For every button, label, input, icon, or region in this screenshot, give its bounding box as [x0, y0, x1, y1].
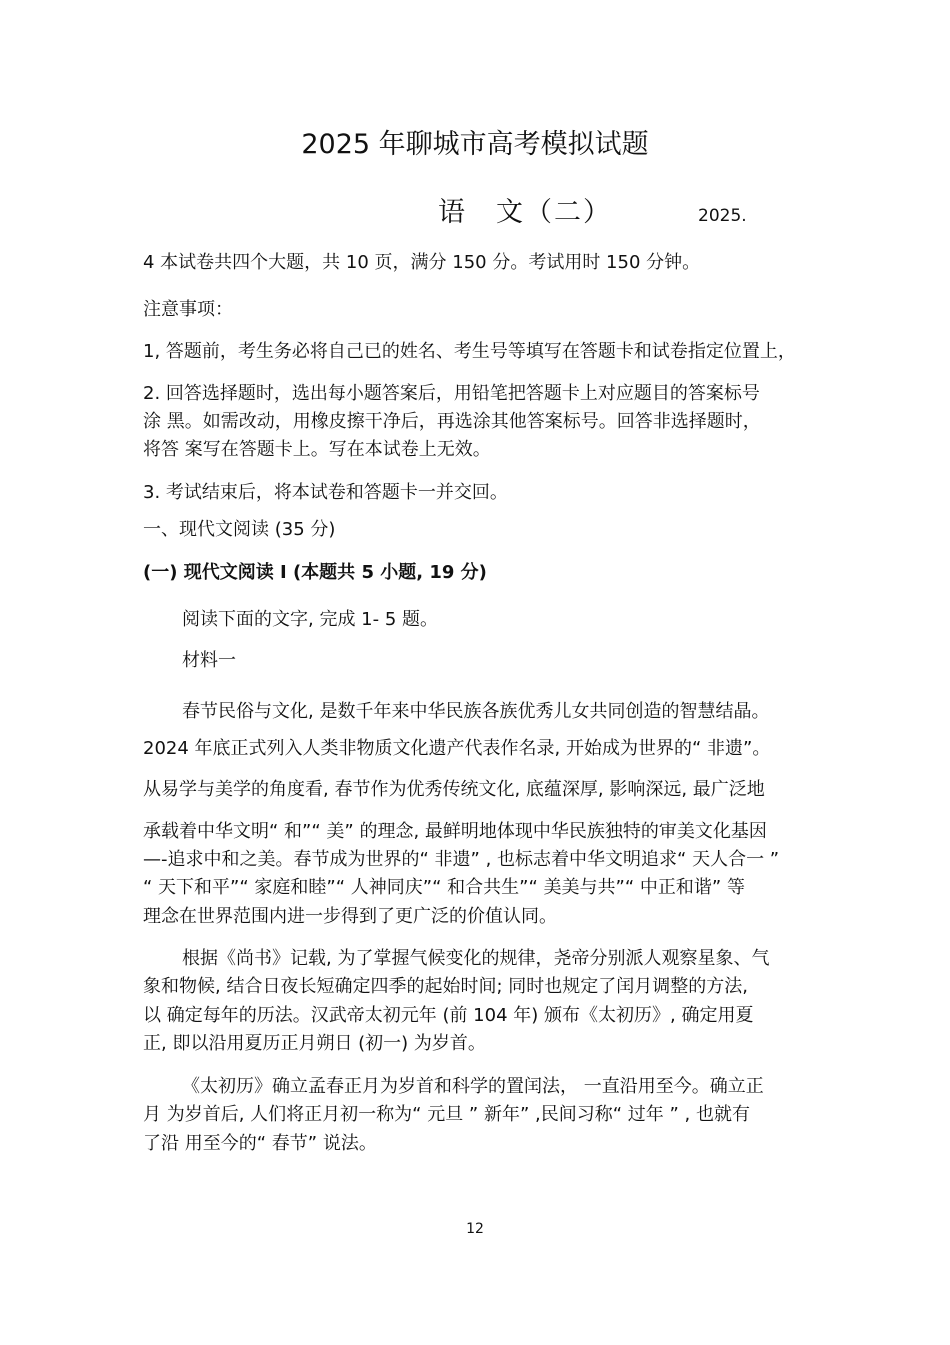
material-label: 材料一: [182, 650, 236, 671]
passage-p1-line-7: 理念在世界范围内进一步得到了更广泛的价值认同。: [143, 906, 557, 927]
exam-subject: 语 文（二）: [438, 197, 612, 228]
notice-item-2-line-3: 将答 案写在答题卡上。写在本试卷上无效。: [143, 439, 491, 460]
notice-item-2-line-1: 2. 回答选择题时，选出每小题答案后，用铅笔把答题卡上对应题目的答案标号: [143, 383, 760, 404]
passage-p3-line-2: 月 为岁首后, 人们将正月初一称为“ 元旦 ” 新年” ,民间习称“ 过年 ” , 也就有: [143, 1104, 751, 1125]
notice-heading: 注意事项：: [143, 299, 233, 320]
passage-p1-line-6: “ 天下和平”“ 家庭和睦”“ 人神同庆”“ 和合共生”“ 美美与共”“ 中正和谐” 等: [143, 877, 745, 898]
passage-p1-line-5: —-追求中和之美。春节成为世界的“ 非遗” , 也标志着中华文明追求“ 天人合一 ”: [143, 849, 780, 870]
passage-p2-line-3: 以 确定每年的历法。汉武帝太初元年 (前 104 年) 颁布《太初历》, 确定用夏: [143, 1005, 754, 1026]
passage-p3-line-1: 《太初历》确立孟春正月为岁首和科学的置闰法， 一直沿用至今。确立正: [182, 1076, 764, 1097]
passage-p2-line-1: 根据《尚书》记载, 为了掌握气候变化的规律，尧帝分别派人观察星象、气: [182, 948, 770, 969]
passage-p3-line-3: 了沿 用至今的“ 春节” 说法。: [143, 1133, 377, 1154]
exam-title: 2025 年聊城市高考模拟试题: [301, 129, 649, 160]
exam-date: 2025.: [698, 206, 747, 226]
passage-p2-line-4: 正, 即以沿用夏历正月朔日 (初一) 为岁首。: [143, 1033, 486, 1054]
notice-item-3: 3. 考试结束后，将本试卷和答题卡一并交回。: [143, 482, 508, 503]
sub-section-heading: (一) 现代文阅读 I (本题共 5 小题, 19 分): [143, 562, 487, 583]
exam-summary: 4 本试卷共四个大题，共 10 页，满分 150 分。考试用时 150 分钟。: [143, 252, 701, 273]
passage-p1-line-1: 春节民俗与文化, 是数千年来中华民族各族优秀儿女共同创造的智慧结晶。: [182, 701, 770, 722]
page-number: 12: [466, 1221, 484, 1237]
passage-p1-line-3: 从易学与美学的角度看, 春节作为优秀传统文化, 底蕴深厚, 影响深远, 最广泛地: [143, 779, 765, 800]
reading-instruction: 阅读下面的文字, 完成 1- 5 题。: [182, 609, 439, 630]
passage-p2-line-2: 象和物候, 结合日夜长短确定四季的起始时间; 同时也规定了闰月调整的方法,: [143, 976, 748, 997]
section-heading: 一、现代文阅读 (35 分): [143, 519, 336, 540]
notice-item-1: 1, 答题前，考生务必将自己已的姓名、考生号等填写在答题卡和试卷指定位置上，: [143, 341, 796, 362]
passage-p1-line-2: 2024 年底正式列入人类非物质文化遗产代表作名录, 开始成为世界的“ 非遗”。: [143, 738, 771, 759]
passage-p1-line-4: 承载着中华文明“ 和”“ 美” 的理念, 最鲜明地体现中华民族独特的审美文化基因: [143, 821, 767, 842]
notice-item-2-line-2: 涂 黑。如需改动，用橡皮擦干净后，再选涂其他答案标号。回答非选择题时，: [143, 411, 761, 432]
